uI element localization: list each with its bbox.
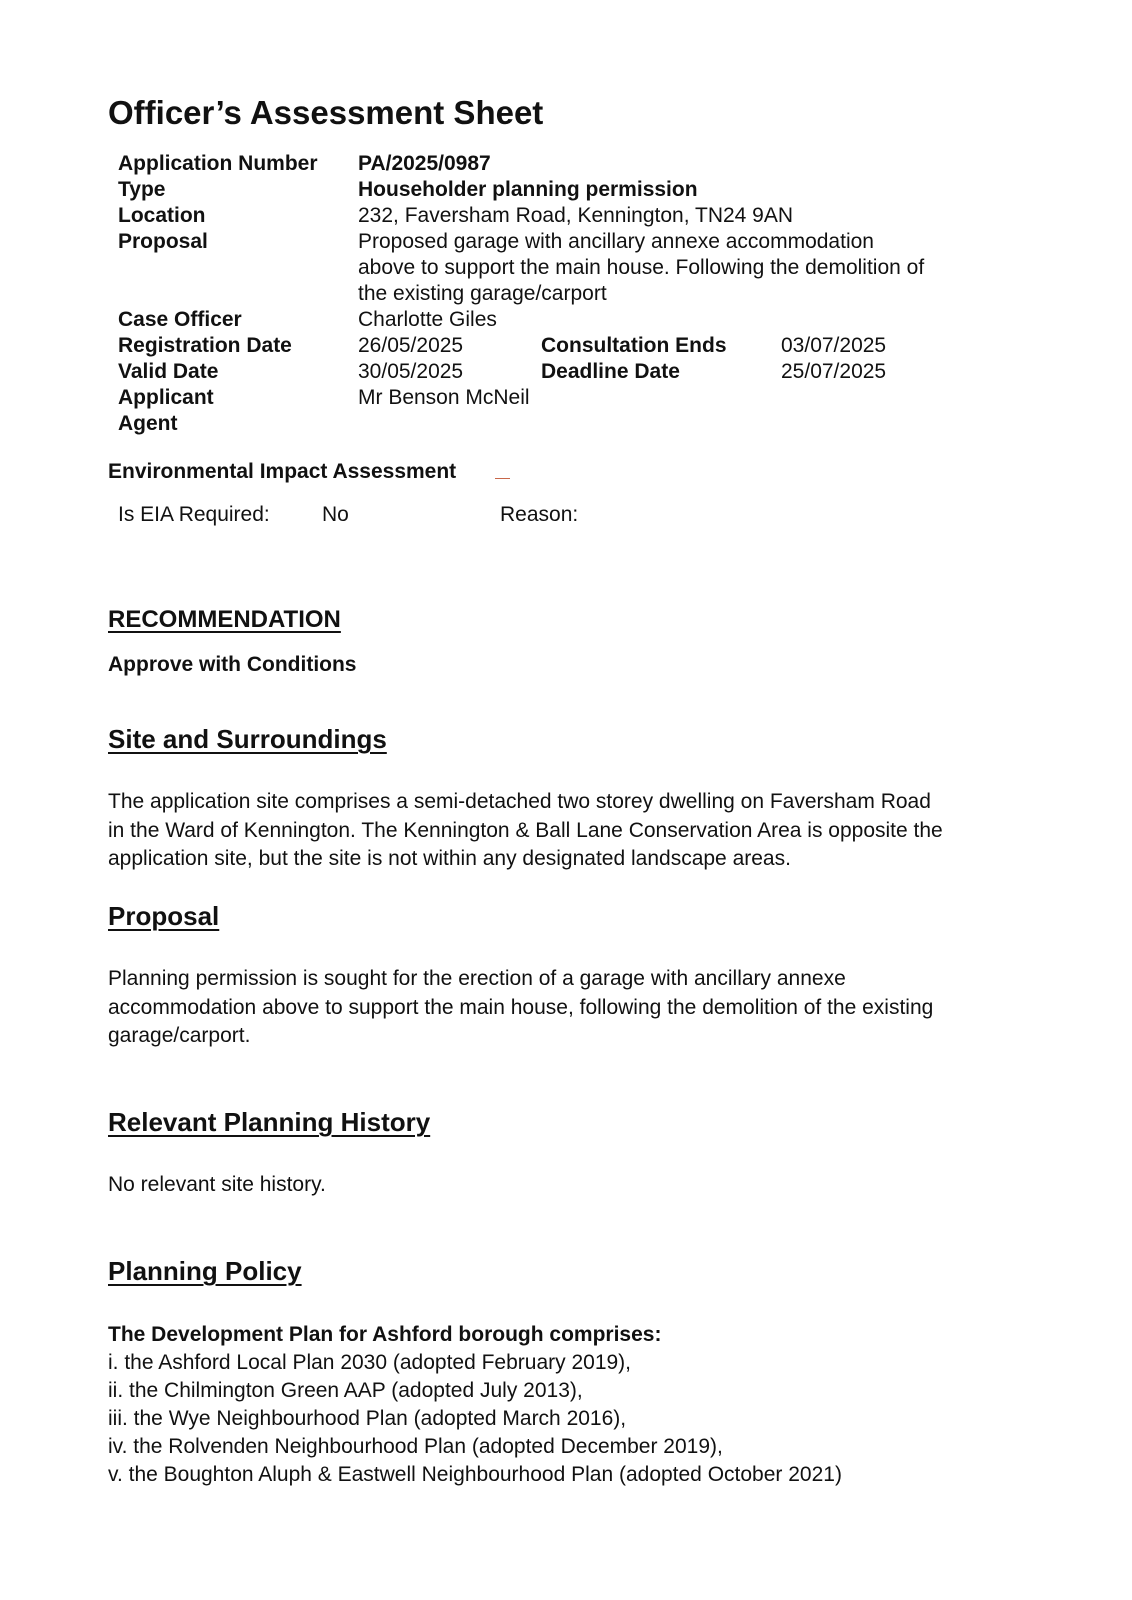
- eia-mark: [495, 478, 510, 479]
- policy-item-4: iv. the Rolvenden Neighbourhood Plan (adopted December 2019),: [108, 1435, 723, 1458]
- registration-date-label: Registration Date: [118, 334, 292, 357]
- site-paragraph: [108, 788, 1028, 874]
- applicant-value: Mr Benson McNeil: [358, 386, 530, 409]
- case-officer-label: Case Officer: [118, 308, 242, 331]
- eia-required-label: Is EIA Required:: [118, 503, 270, 526]
- proposal-line-2: above to support the main house. Following the demolition of: [358, 256, 925, 279]
- policy-item-2: ii. the Chilmington Green AAP (adopted July 2013),: [108, 1379, 583, 1402]
- case-officer-value: Charlotte Giles: [358, 308, 497, 331]
- history-heading: Relevant Planning History: [108, 1107, 431, 1137]
- proposal-line-3: the existing garage/carport: [358, 282, 607, 305]
- deadline-date-label: Deadline Date: [541, 360, 680, 383]
- proposal-heading: Proposal: [108, 901, 220, 931]
- proposal-line-1: Proposed garage with ancillary annexe accommodation: [358, 230, 874, 253]
- policy-item-5: v. the Boughton Aluph & Eastwell Neighbourhood Plan (adopted October 2021): [108, 1463, 842, 1486]
- eia-heading: Environmental Impact Assessment: [108, 460, 457, 483]
- proposal-section-line-2: accommodation above to support the main house, following the demolition of the existing: [108, 995, 934, 1019]
- type-value: Householder planning permission: [358, 178, 698, 201]
- site-heading: Site and Surroundings: [108, 724, 387, 754]
- policy-item-1: i. the Ashford Local Plan 2030 (adopted February 2019),: [108, 1351, 632, 1374]
- applicant-label: Applicant: [118, 386, 214, 409]
- valid-date-value: 30/05/2025: [358, 360, 464, 383]
- deadline-date-value: 25/07/2025: [781, 360, 887, 383]
- policy-intro: The Development Plan for Ashford borough comprises:: [108, 1323, 662, 1346]
- proposal-paragraph: [108, 965, 1028, 1051]
- policy-heading: Planning Policy: [108, 1256, 302, 1286]
- eia-reason-label: Reason:: [500, 503, 579, 526]
- agent-label: Agent: [118, 412, 178, 435]
- eia-required-value: No: [322, 503, 349, 526]
- registration-date-value: 26/05/2025: [358, 334, 464, 357]
- page-title: Officer’s Assessment Sheet: [108, 94, 544, 131]
- site-line-1: The application site comprises a semi-detached two storey dwelling on Faversham Road: [108, 790, 931, 813]
- site-line-3: application site, but the site is not within any designated landscape areas.: [108, 847, 791, 870]
- location-value: 232, Faversham Road, Kennington, TN24 9AN: [358, 204, 794, 227]
- consultation-ends-value: 03/07/2025: [781, 334, 887, 357]
- application-number-label: Application Number: [118, 152, 318, 175]
- proposal-section-line-3: garage/carport.: [108, 1024, 251, 1047]
- site-line-2: in the Ward of Kennington. The Kennington & Ball Lane Conservation Area is opposite the: [108, 818, 943, 842]
- location-label: Location: [118, 204, 206, 227]
- proposal-label: Proposal: [118, 230, 208, 253]
- valid-date-label: Valid Date: [118, 360, 219, 383]
- recommendation-heading: RECOMMENDATION: [108, 606, 341, 633]
- type-label: Type: [118, 178, 166, 201]
- consultation-ends-label: Consultation Ends: [541, 334, 727, 357]
- policy-item-3: iii. the Wye Neighbourhood Plan (adopted March 2016),: [108, 1407, 627, 1430]
- proposal-section-line-1: Planning permission is sought for the erection of a garage with ancillary annexe: [108, 967, 846, 990]
- application-number-value: PA/2025/0987: [358, 152, 491, 175]
- recommendation-value: Approve with Conditions: [108, 653, 357, 676]
- history-text: No relevant site history.: [108, 1173, 326, 1196]
